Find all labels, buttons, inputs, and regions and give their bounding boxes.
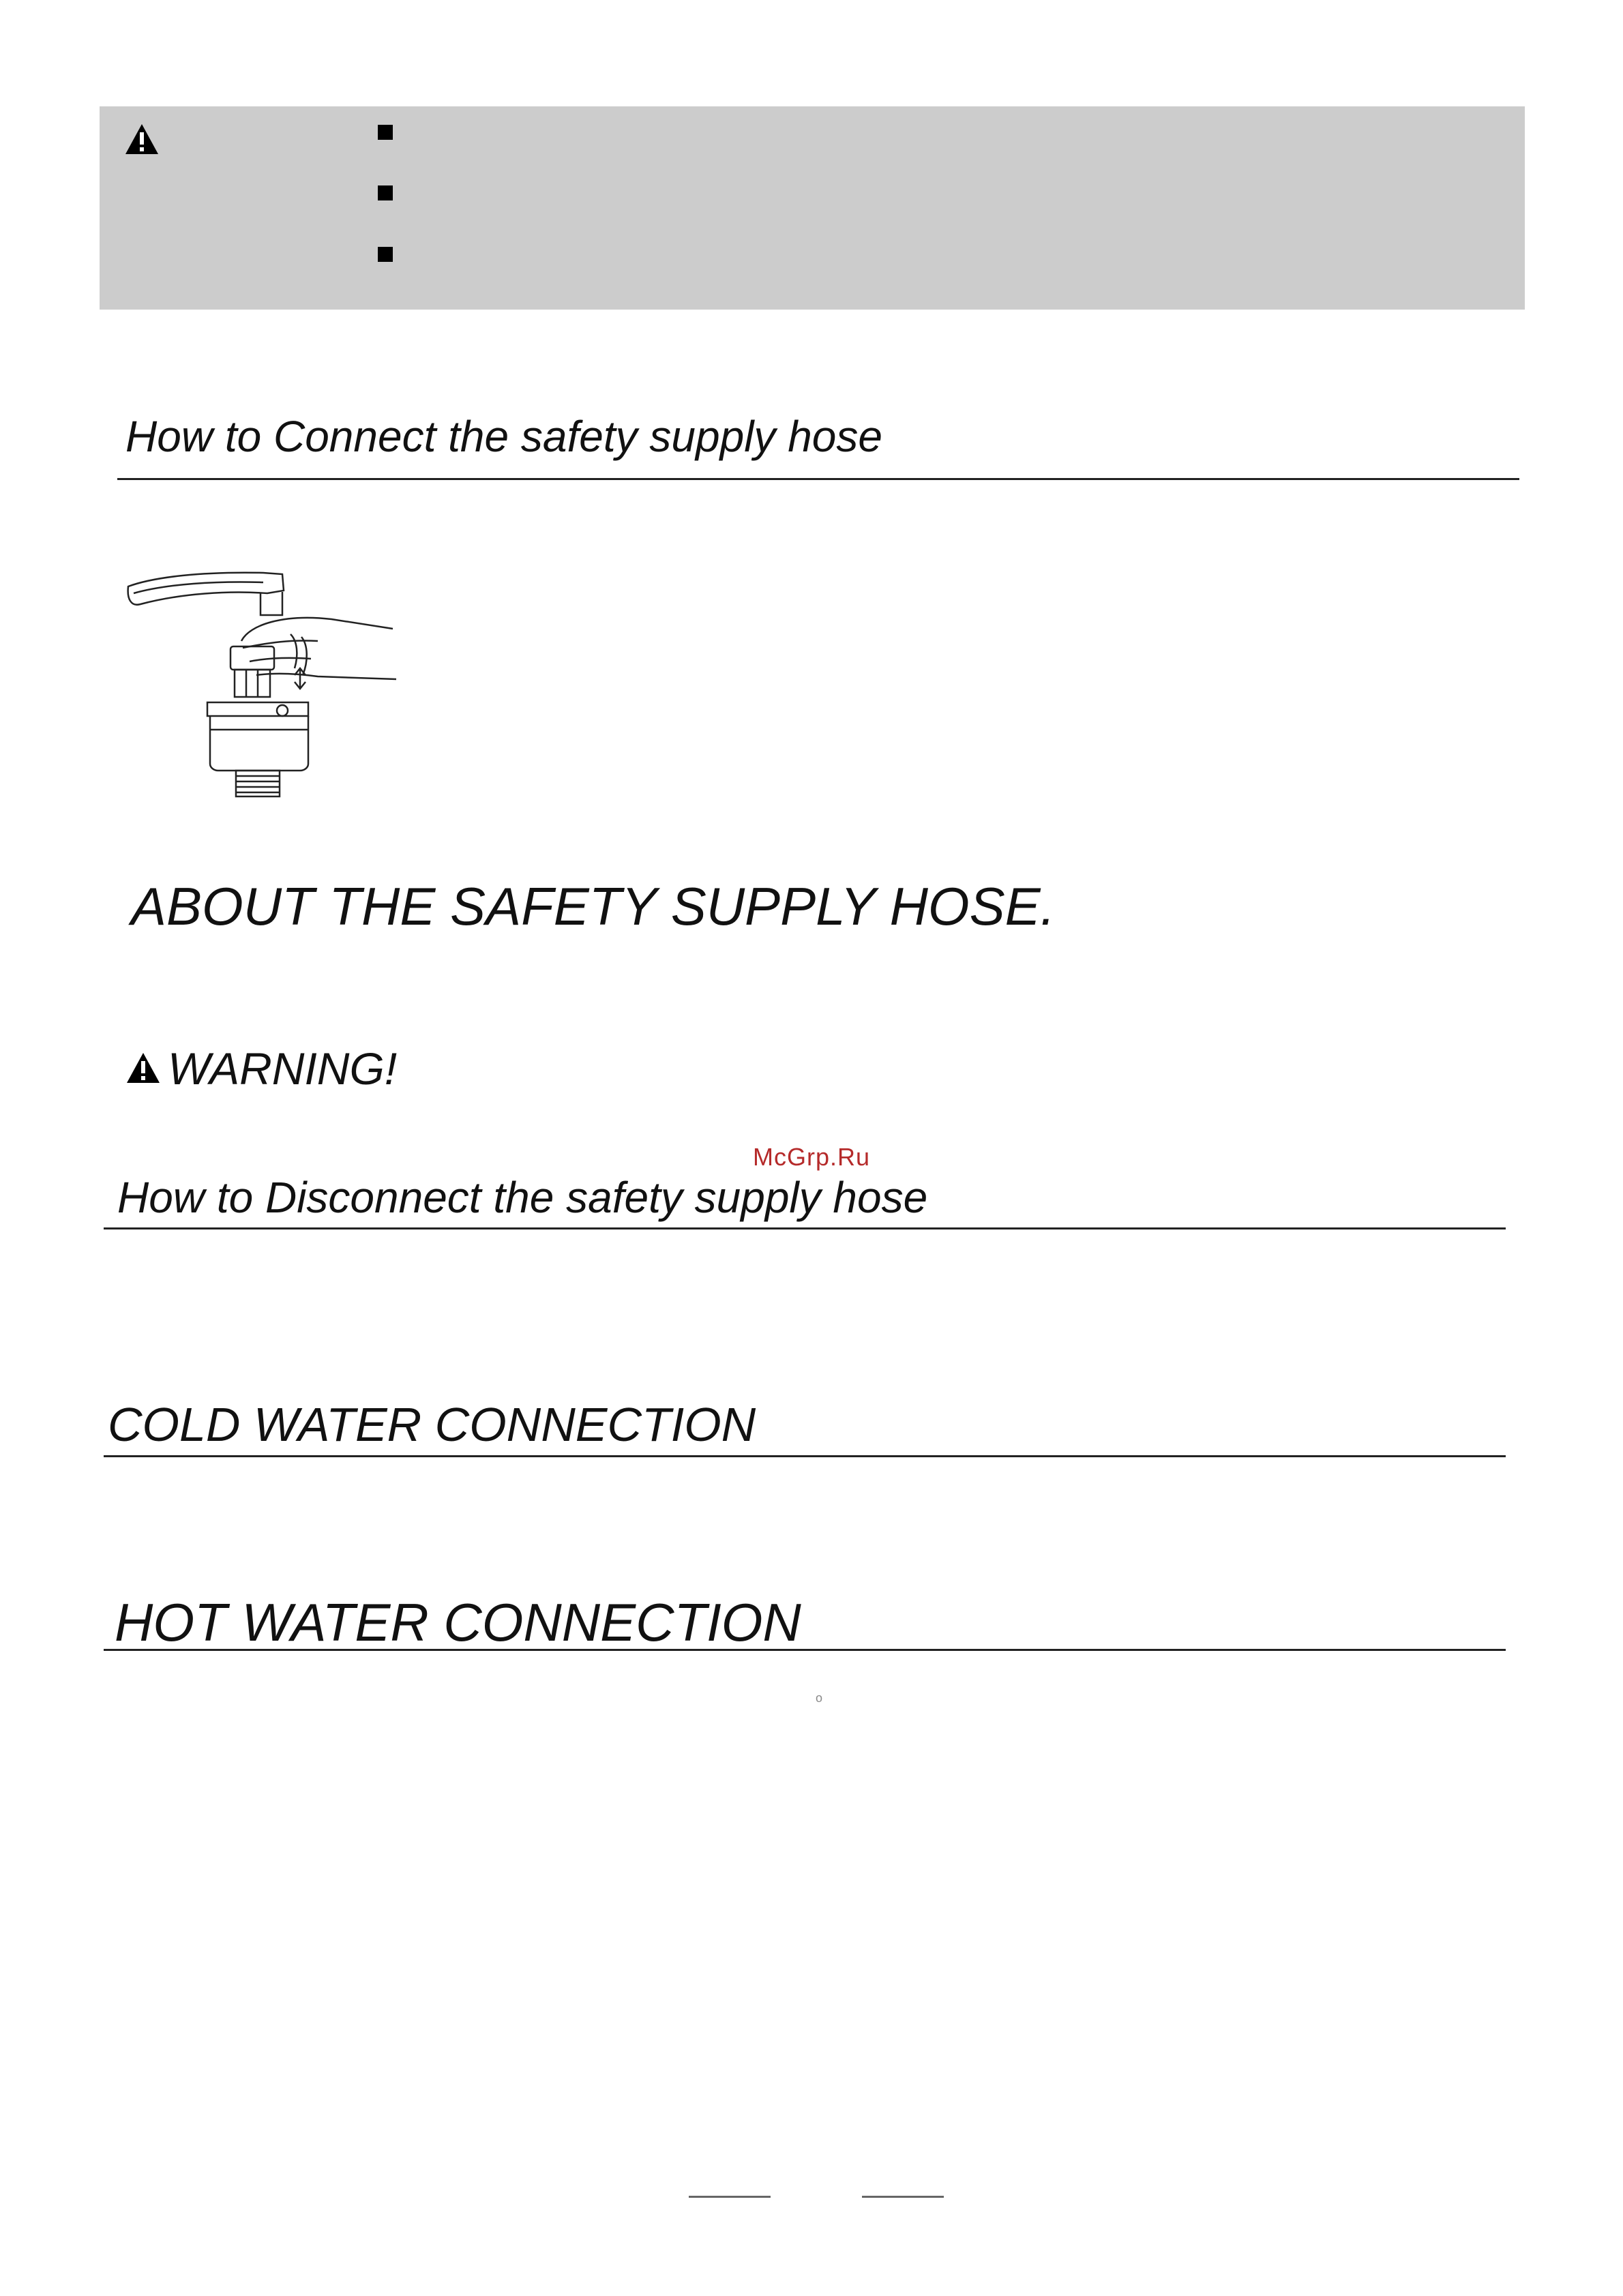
divider-rule: [104, 1227, 1506, 1229]
heading-connect: How to Connect the safety supply hose: [125, 412, 882, 461]
hand-connecting-hose-to-tap-illustration: [127, 566, 400, 798]
degree-mark: o: [816, 1691, 823, 1705]
divider-rule: [104, 1649, 1506, 1651]
watermark: McGrp.Ru: [753, 1143, 871, 1171]
footer-line: [689, 2196, 771, 2198]
divider-rule: [104, 1455, 1506, 1457]
heading-hot-water: HOT WATER CONNECTION: [115, 1592, 801, 1652]
bullet-square: [378, 125, 393, 140]
heading-disconnect: How to Disconnect the safety supply hose: [117, 1173, 928, 1222]
heading-cold-water: COLD WATER CONNECTION: [108, 1398, 756, 1451]
warning-triangle-icon: [125, 1052, 161, 1084]
warning-triangle-icon: [124, 123, 160, 155]
warning-panel: [100, 106, 1525, 310]
bullet-square: [378, 247, 393, 262]
heading-about-safety-hose: ABOUT THE SAFETY SUPPLY HOSE.: [131, 876, 1056, 936]
divider-rule: [117, 478, 1519, 480]
warning-label: WARNING!: [168, 1043, 398, 1094]
bullet-square: [378, 185, 393, 200]
footer-line: [862, 2196, 944, 2198]
